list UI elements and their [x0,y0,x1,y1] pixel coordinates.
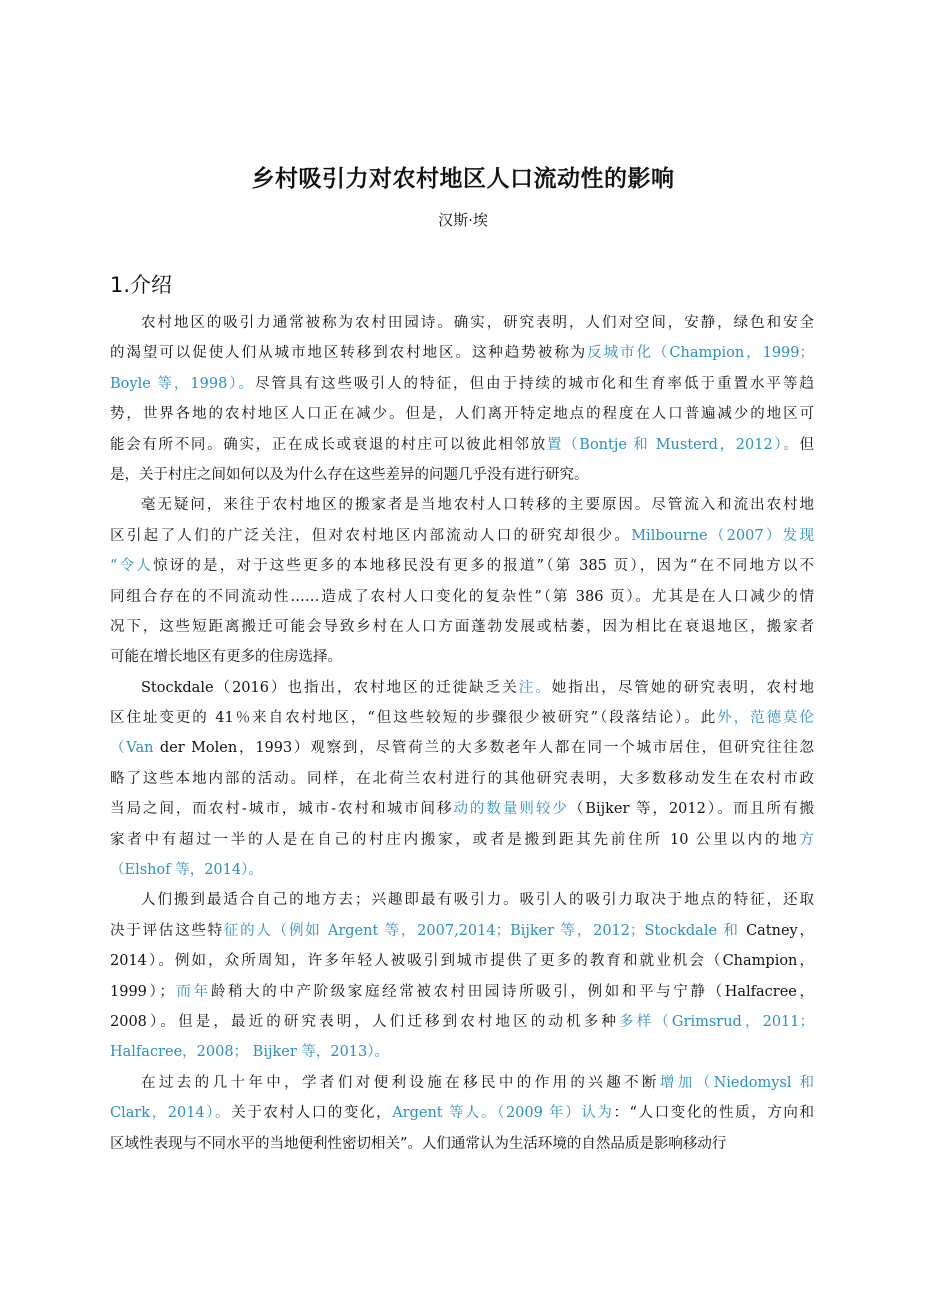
text-line [110,490,814,520]
citation-text: 而年 [173,983,211,1000]
citation-text: （Van [110,740,154,757]
paragraph [110,885,814,1067]
document-body [110,308,814,1159]
paragraph [110,308,814,490]
document-title: 乡村吸引力对农村地区人口流动性的影响 [251,166,675,192]
text-line [110,460,814,490]
body-text: 人们搬到最适合自己的地方去；兴趣即最有吸引力。吸引人的吸引力取决于地点的特征，还取 [141,892,814,909]
body-text: 农村地区的吸引力通常被称为农村田园诗。确实，研究表明，人们对空间，安静，绿色和安全 [141,315,814,331]
paragraph [110,1068,814,1159]
citation-text: 方 [799,831,814,848]
body-text: 她指出，尽管她的研究表明，农村地 [551,679,814,696]
citation-text: 增加（Niedomysl 和 [659,1074,815,1091]
citation-text: “令人 [110,558,153,575]
text-line [110,1007,814,1037]
body-text: 区住址变更的 41％来自农村地区，“但这些较短的步骤很少被研究”（段落结论）。此 [110,710,718,727]
body-text: 当局之间，而农村-城市，城市-农村和城市间移 [110,801,454,818]
text-line [110,977,814,1007]
citation-text: 注。 [518,679,552,696]
body-text: Stockdale（2016）也指出，农村地区的迁徙缺乏关 [141,679,519,696]
section-heading: 1.介绍 [110,273,173,297]
text-line [110,825,814,855]
citation-text: Milbourne（2007）发现 [631,527,814,544]
body-text: ：“人口变化的性质，方向和 [613,1105,815,1122]
citation-text: Boyle 等，1998）。 [110,375,256,392]
text-line [110,794,814,824]
body-text: 在过去的几十年中，学者们对便利设施在移民中的作用的兴趣不断 [141,1074,660,1091]
citation-text: 反城市化（Champion，1999； [587,345,815,362]
paragraph [110,490,814,672]
citation-text: Clark，2014）。 [110,1105,232,1122]
body-text: 龄稍大的中产阶级家庭经常被农村田园诗所吸引，例如和平与宁静（Halfacree， [210,983,814,1000]
text-line [110,1129,814,1159]
body-text: 况下，这些短距离搬迁可能会导致乡村在人口方面蓬勃发展或枯萎，因为相比在衰退地区，搬家者 [110,618,814,635]
text-line [110,946,814,976]
author-name: 汉斯·埃 [438,211,488,229]
body-text: 略了这些本地内部的活动。同样，在北荷兰农村进行的其他研究表明，大多数移动发生在农村市政 [110,770,814,787]
body-text: 决于评估这些特 [110,922,224,939]
text-line [110,521,814,551]
body-text: 尽管具有这些吸引人的特征，但由于持续的城市化和生育率低于重置水平等趋 [255,375,814,392]
text-line [110,1098,814,1128]
text-line [110,703,814,733]
text-line [110,855,814,885]
text-line [110,764,814,794]
text-line [110,642,814,672]
paragraph [110,673,814,886]
body-text: 家者中有超过一半的人是在自己的村庄内搬家，或者是搬到距其先前住所 10 公里以内的地 [110,831,800,848]
citation-text: （Elshof 等，2014）。 [110,862,263,879]
citation-text: 多样（Grimsrud，2011； [619,1013,815,1030]
body-text: 惊讶的是，对于这些更多的本地移民没有更多的报道”（第 385 页），因为“在不同地方以不 [152,558,814,575]
text-line [110,369,814,399]
citation-text: 置（Bontje 和 Musterd，2012）。 [546,436,800,453]
body-text: （Bijker 等，2012）。而且所有搬 [568,801,814,818]
body-text: 是，关于村庄之间如何以及为什么存在这些差异的问题几乎没有进行研究。 [110,466,589,483]
text-line [110,612,814,642]
body-text: 关于农村人口的变化， [231,1105,393,1122]
body-text: 能会有所不同。确实，正在成长或衰退的村庄可以彼此相邻放 [110,436,547,453]
body-text: 毫无疑问，来往于农村地区的搬家者是当地农村人口转移的主要原因。尽管流入和流出农村地 [141,497,814,514]
body-text: 势，世界各地的农村地区人口正在减少。但是，人们离开特定地点的程度在人口普遍减少的地区可 [110,406,814,423]
body-text: Catney， [739,922,815,939]
body-text: 区引起了人们的广泛关注，但对农村地区内部流动人口的研究却很少。 [110,527,632,544]
text-line [110,308,814,338]
body-text: 区域性表现与不同水平的当地便利性密切相关”。人们通常认为生活环境的自然品质是影响移动行 [110,1135,727,1152]
body-text: 的渴望可以促使人们从城市地区转移到农村地区。这种趋势被称为 [110,345,588,362]
body-text: 2014）。例如，众所周知，许多年轻人被吸引到城市提供了更多的教育和就业机会（Champion， [110,953,814,970]
text-line [110,733,814,763]
text-line [110,430,814,460]
text-line [110,673,814,703]
text-line [110,582,814,612]
text-line [110,1068,814,1098]
citation-text: 征的人（例如 Argent 等，2007,2014；Bijker 等，2012；Stockdale 和 [223,922,740,939]
text-line [110,916,814,946]
citation-text: Halfacree，2008； Bijker 等，2013）。 [110,1044,390,1061]
text-line [110,399,814,429]
text-line [110,551,814,581]
body-text: 1999）； [110,983,174,1000]
body-text: 2008）。但是，最近的研究表明，人们迁移到农村地区的动机多种 [110,1013,620,1030]
body-text: der Molen，1993）观察到，尽管荷兰的大多数老年人都在同一个城市居住，但研究往往忽 [153,740,815,757]
text-line [110,1037,814,1067]
text-line [110,885,814,915]
citation-text: 动的数量则较少 [453,801,569,818]
text-line [110,338,814,368]
body-text: 可能在增长地区有更多的住房选择。 [110,649,342,666]
citation-text: Argent 等人。（2009 年）认为 [392,1105,614,1122]
body-text: 同组合存在的不同流动性……造成了农村人口变化的复杂性”（第 386 页）。尤其是在人口减少的情 [110,588,814,605]
body-text: 但 [799,436,815,453]
citation-text: 外，范德莫伦 [717,710,815,727]
